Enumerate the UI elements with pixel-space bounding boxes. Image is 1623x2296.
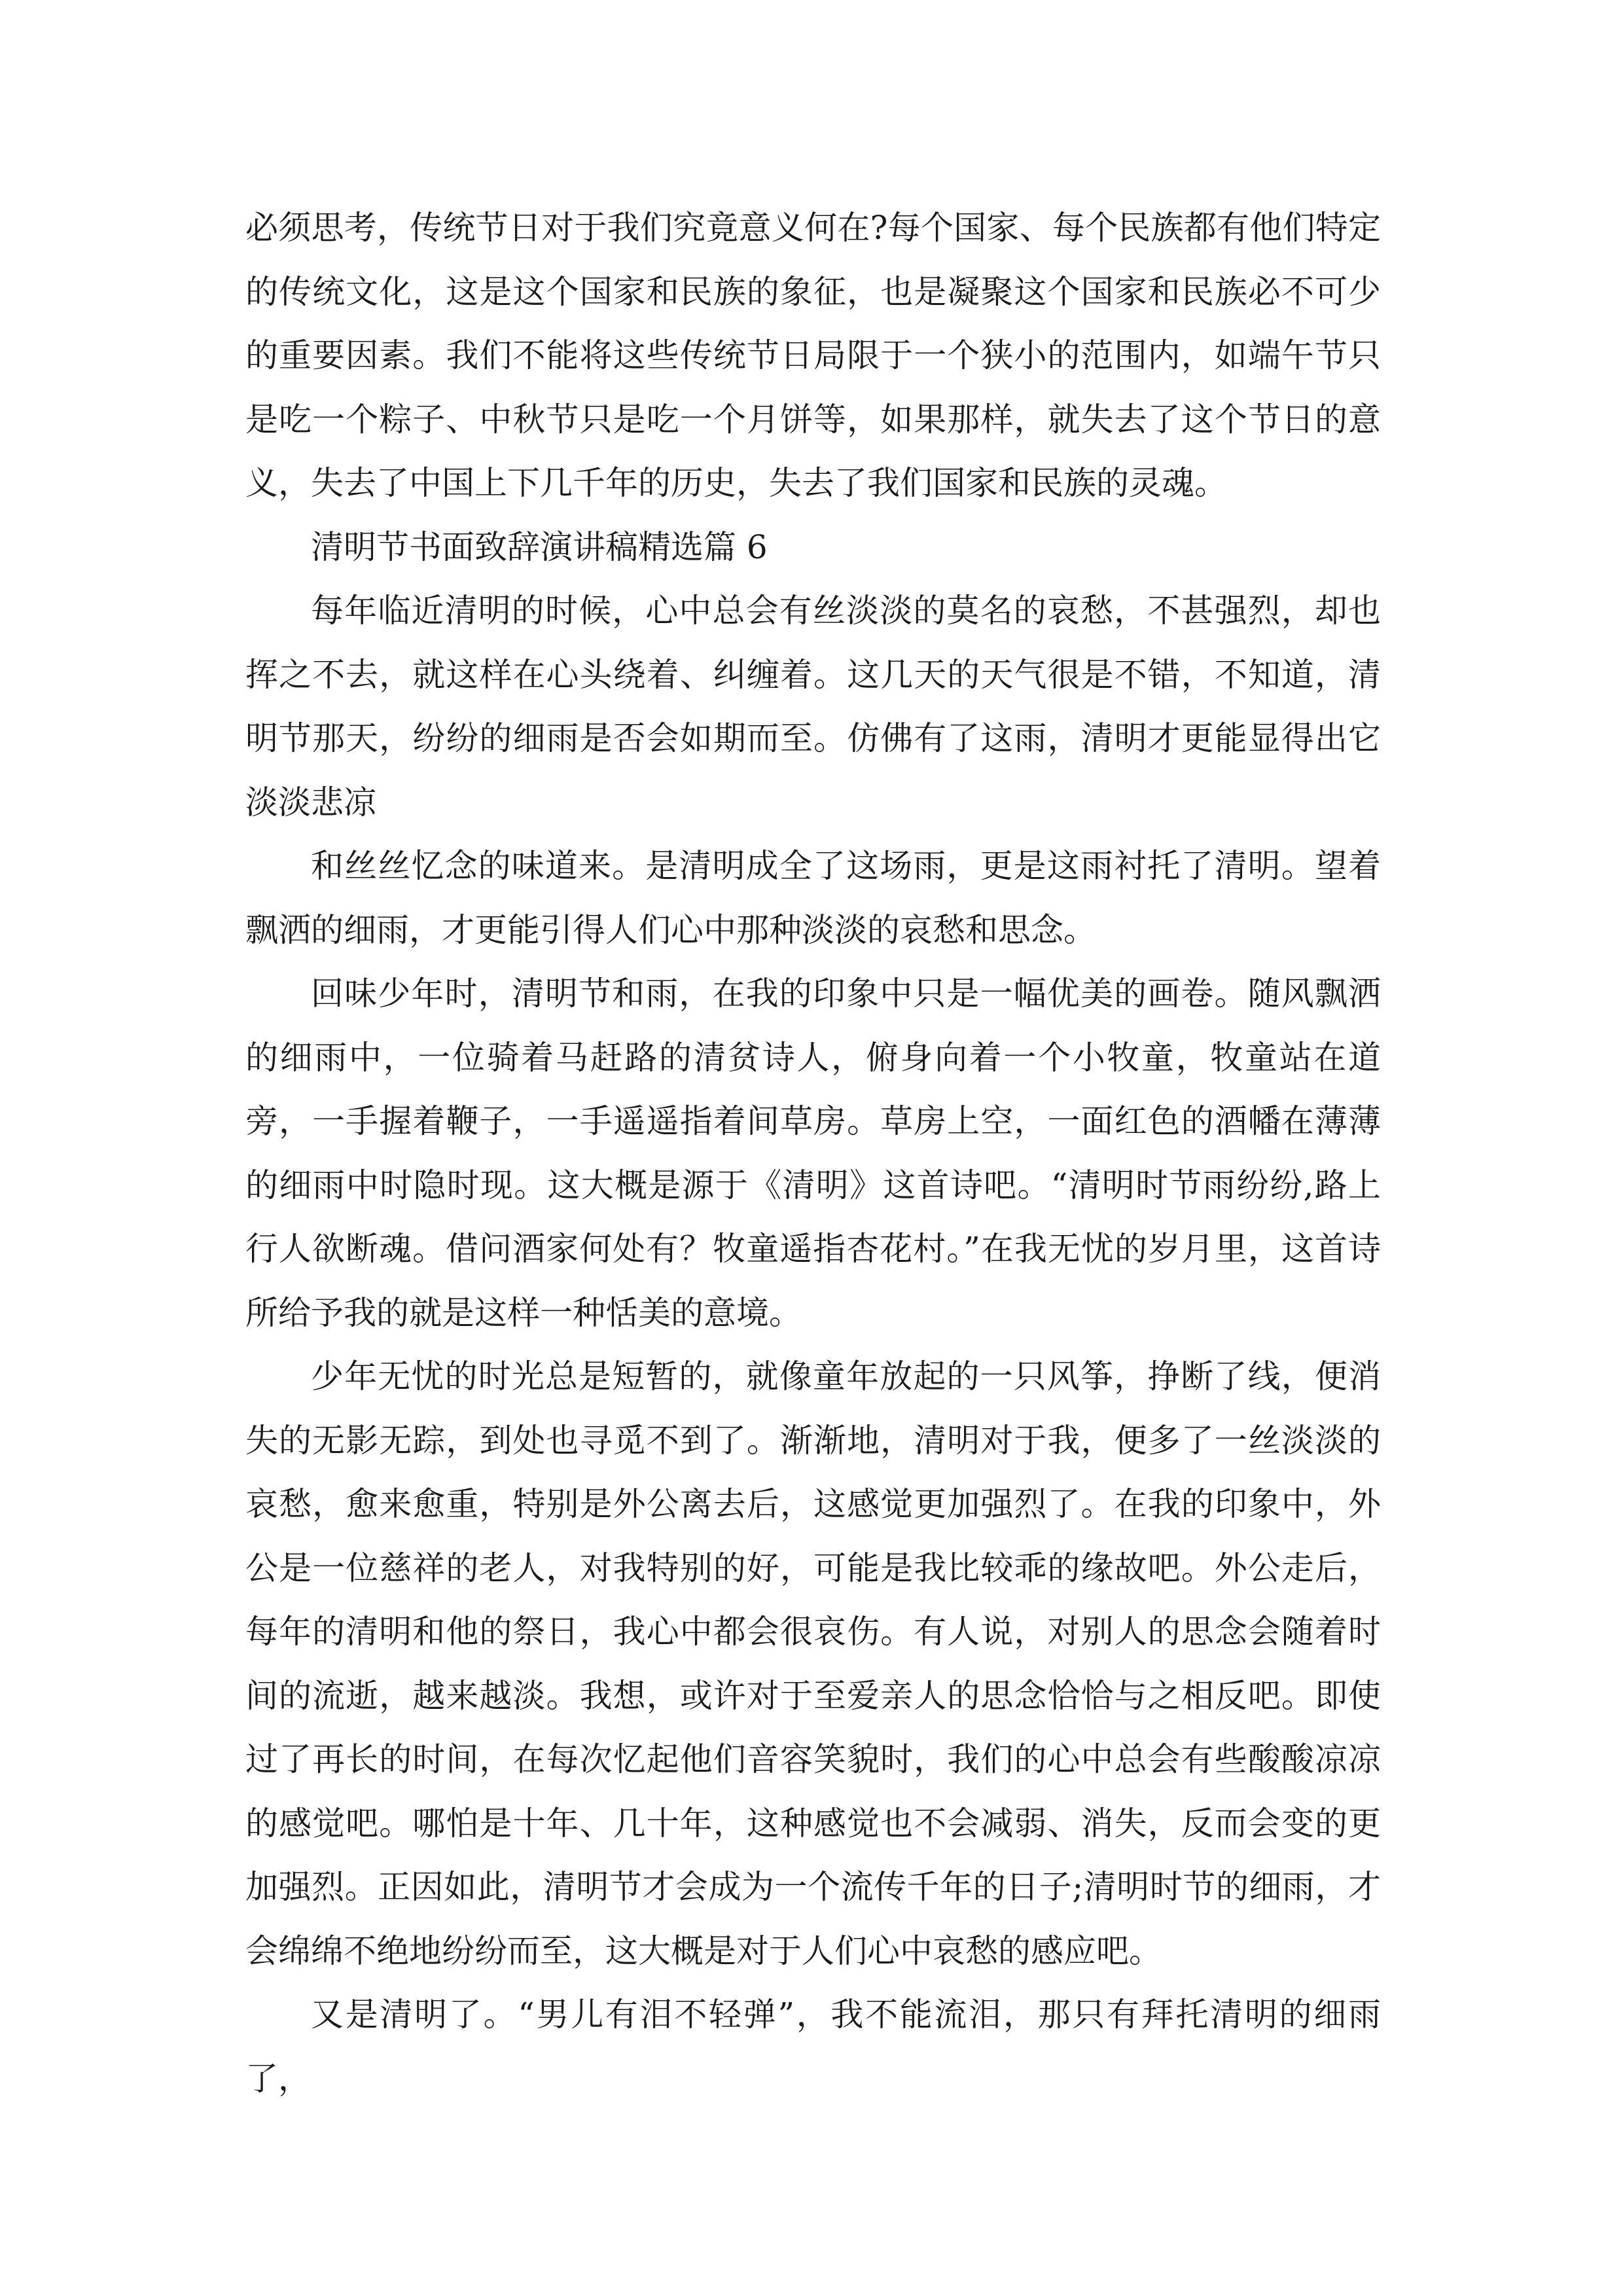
paragraph: 回味少年时，清明节和雨，在我的印象中只是一幅优美的画卷。随风飘洒的细雨中，一位骑着马赶路的清贫诗人，俯身向着一个小牧童，牧童站在道旁，一手握着鞭子，一手遥遥指着间草房。草房上空，一面红色的酒幡在薄薄的细雨中时隐时现。这大概是源于《清明》这首诗吧。“清明时节雨纷纷,路上行人欲断魂。借问酒家何处有？牧童遥指杏花村。”在我无忧的岁月里，这首诗所给予我的就是这样一种恬美的意境。 (245, 975, 1381, 1332)
paragraph-continuation: 必须思考，传统节日对于我们究竟意义何在?每个国家、每个民族都有他们特定的传统文化，这是这个国家和民族的象征，也是凝聚这个国家和民族必不可少的重要因素。我们不能将这些传统节日局限于一个狭小的范围内，如端午节只是吃一个粽子、中秋节只是吃一个月饼等，如果那样，就失去了这个节日的意义，失去了中国上下几千年的历史，失去了我们国家和民族的灵魂。 (245, 209, 1381, 502)
paragraph: 又是清明了。“男儿有泪不轻弹”，我不能流泪，那只有拜托清明的细雨了， (245, 1996, 1381, 2098)
document-body (245, 196, 1381, 2111)
section-heading: 清明节书面致辞演讲稿精选篇 6 (311, 528, 768, 566)
paragraph: 少年无忧的时光总是短暂的，就像童年放起的一只风筝，挣断了线，便消失的无影无踪，到处也寻觅不到了。渐渐地，清明对于我，便多了一丝淡淡的哀愁，愈来愈重，特别是外公离去后，这感觉更加强烈了。在我的印象中，外公是一位慈祥的老人，对我特别的好，可能是我比较乖的缘故吧。外公走后，每年的清明和他的祭日，我心中都会很哀伤。有人说，对别人的思念会随着时间的流逝，越来越淡。我想，或许对于至爱亲人的思念恰恰与之相反吧。即使过了再长的时间，在每次忆起他们音容笑貌时，我们的心中总会有些酸酸凉凉的感觉吧。哪怕是十年、几十年，这种感觉也不会减弱、消失，反而会变的更加强烈。正因如此，清明节才会成为一个流传千年的日子;清明时节的细雨，才会绵绵不绝地纷纷而至，这大概是对于人们心中哀愁的感应吧。 (245, 1357, 1381, 1970)
paragraph: 和丝丝忆念的味道来。是清明成全了这场雨，更是这雨衬托了清明。望着飘洒的细雨，才更能引得人们心中那种淡淡的哀愁和思念。 (245, 847, 1381, 949)
paragraph: 每年临近清明的时候，心中总会有丝淡淡的莫名的哀愁，不甚强烈，却也挥之不去，就这样在心头绕着、纠缠着。这几天的天气很是不错，不知道，清明节那天，纷纷的细雨是否会如期而至。仿佛有了这雨，清明才更能显得出它淡淡悲凉 (245, 592, 1381, 821)
